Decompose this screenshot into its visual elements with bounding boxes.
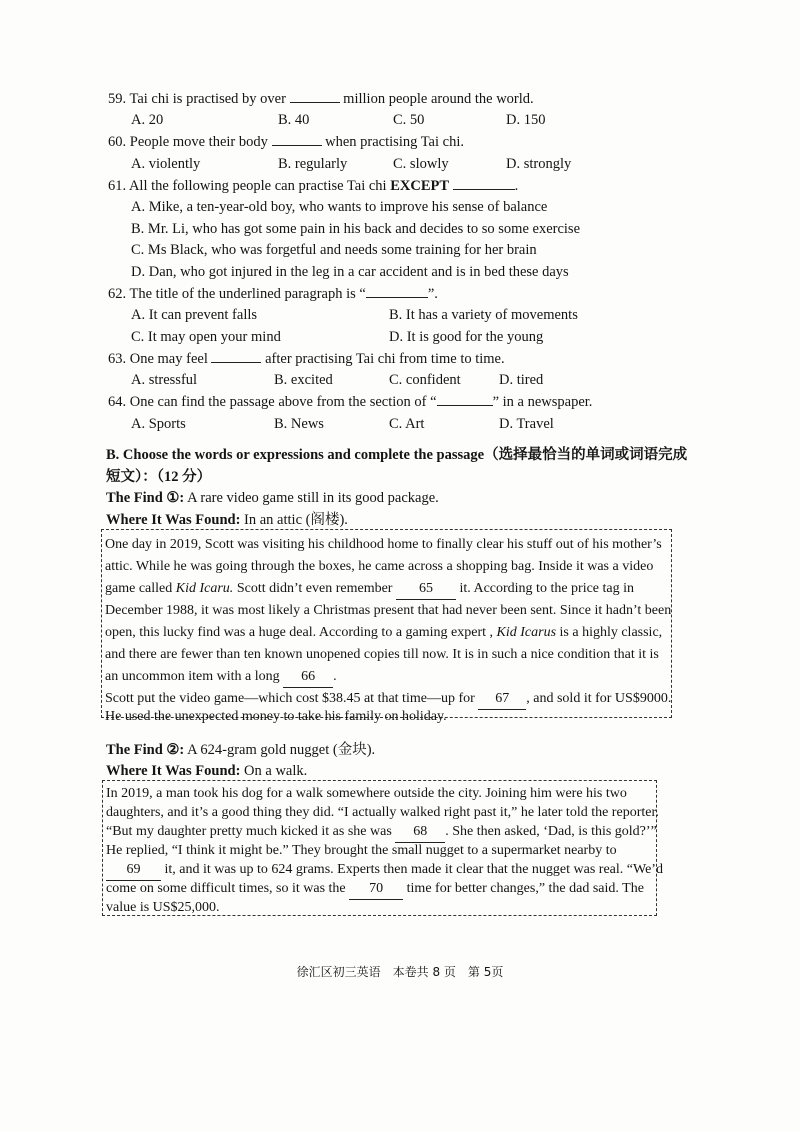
passage-line: and there are fewer than ten known unopened copies till now. It is in such a nice condition that it is: [105, 647, 659, 662]
passage-line: attic. While he was going through the boxes, he came across a shopping bag. Inside it was a video: [105, 559, 654, 574]
question-number: 59.: [108, 91, 127, 107]
option-a[interactable]: A. 20: [131, 112, 164, 128]
passage-line: [105, 622, 662, 643]
find2-where: [106, 762, 307, 780]
passage-line: One day in 2019, Scott was visiting his childhood home to finally clear his stuff out of his mother’s: [105, 537, 662, 552]
text-run: .: [333, 669, 337, 684]
where-label: Where It Was Found:: [106, 763, 241, 779]
find1-header: [106, 489, 439, 507]
blank-70[interactable]: 70: [349, 878, 403, 900]
option-b[interactable]: B. News: [274, 416, 324, 432]
find2-header: [106, 741, 375, 759]
option-d[interactable]: D. Dan, who got injured in the leg in a car accident and is in bed these days: [131, 264, 569, 280]
option-b[interactable]: B. It has a variety of movements: [389, 307, 578, 323]
question-text: People move their body: [129, 134, 268, 150]
question-64: [108, 393, 592, 411]
option-c[interactable]: C. slowly: [393, 156, 449, 172]
passage-line: December 1988, it was most likely a Christmas present that had never been sent. Since it hadn’t been: [105, 603, 672, 618]
option-c[interactable]: C. Art: [389, 416, 425, 432]
answer-blank: [437, 405, 493, 406]
question-number: 60.: [108, 134, 127, 150]
where-label: Where It Was Found:: [106, 512, 241, 528]
page-footer: 徐汇区初三英语 本卷共 8 页 第 5页: [296, 965, 504, 979]
text-run: Scott put the video game—which cost $38.45 at that time—up for: [105, 691, 475, 706]
text-run: game called: [105, 581, 173, 596]
question-number: 64.: [108, 394, 127, 410]
question-text: when practising Tai chi.: [325, 134, 464, 150]
answer-blank: [272, 145, 322, 146]
option-d[interactable]: D. strongly: [506, 156, 572, 172]
passage-line: He used the unexpected money to take his family on holiday.: [105, 709, 447, 724]
where-text: In an attic (阁楼).: [244, 512, 348, 528]
question-text: One may feel: [129, 351, 208, 367]
option-d[interactable]: D. It is good for the young: [389, 329, 544, 345]
option-d[interactable]: D. tired: [499, 372, 544, 388]
question-60: [108, 133, 464, 151]
option-b[interactable]: B. regularly: [278, 156, 348, 172]
text-run: an uncommon item with a long: [105, 669, 280, 684]
section-heading-score: 短文）：（12 分）: [106, 469, 212, 485]
blank-69[interactable]: 69: [106, 859, 161, 881]
find-description: A 624-gram gold nugget (金块).: [187, 742, 376, 758]
passage-line: [105, 578, 634, 600]
passage-line: value is US$25,000.: [106, 900, 220, 915]
question-61: [108, 177, 518, 195]
answer-blank: [211, 362, 261, 363]
option-d[interactable]: D. 150: [506, 112, 546, 128]
question-number: 61.: [108, 178, 127, 194]
find1-where: [106, 511, 348, 529]
option-b[interactable]: B. excited: [274, 372, 333, 388]
blank-68[interactable]: 68: [395, 821, 445, 843]
question-62: [108, 285, 438, 303]
text-run: time for better changes,” the dad said. The: [406, 881, 644, 896]
game-title: Kid Icarus: [496, 625, 557, 640]
question-text: .: [514, 178, 519, 194]
passage-line: [105, 666, 337, 688]
blank-67[interactable]: 67: [478, 688, 526, 710]
answer-blank: [453, 189, 515, 190]
option-a[interactable]: A. It can prevent falls: [131, 307, 258, 323]
where-text: On a walk.: [244, 763, 308, 779]
text-run: Scott didn’t even remember: [236, 581, 393, 596]
find-description: A rare video game still in its good package.: [187, 490, 439, 506]
text-run: open, this lucky find was a huge deal. According to a gaming expert ,: [105, 625, 494, 640]
passage-box-1: [101, 529, 672, 724]
answer-blank: [366, 297, 428, 298]
text-run: come on some difficult times, so it was the: [106, 881, 346, 896]
text-run: it, and it was up to 624 grams. Experts then made it clear that the nugget was real. “We’d: [164, 862, 663, 877]
emphasis-text: EXCEPT: [390, 178, 450, 194]
option-b[interactable]: B. 40: [278, 112, 310, 128]
question-text: million people around the world.: [343, 91, 534, 107]
blank-66[interactable]: 66: [283, 666, 333, 688]
text-run: , and sold it for US$9000.: [526, 691, 672, 706]
question-63: [108, 350, 505, 368]
text-run: is a highly classic,: [559, 625, 663, 640]
question-text: after practising Tai chi from time to time.: [265, 351, 505, 367]
question-text: All the following people can practise Tai chi: [128, 178, 387, 194]
passage-line: daughters, and it’s a good thing they did. “I actually walked right past it,” he later told the reporter.: [106, 805, 659, 820]
passage-line: In 2019, a man took his dog for a walk somewhere outside the city. Joining him were his two: [106, 786, 627, 801]
question-text: ” in a newspaper.: [492, 394, 593, 410]
question-59: [108, 90, 534, 108]
answer-blank: [290, 102, 340, 103]
find-label: The Find ①:: [106, 490, 185, 506]
blank-65[interactable]: 65: [396, 578, 456, 600]
option-c[interactable]: C. 50: [393, 112, 425, 128]
question-text: The title of the underlined paragraph is “: [129, 286, 366, 302]
passage-box-2: [102, 780, 663, 916]
option-a[interactable]: A. violently: [131, 156, 201, 172]
option-b[interactable]: B. Mr. Li, who has got some pain in his back and decides to so some exercise: [131, 221, 581, 237]
section-heading: B. Choose the words or expressions and complete the passage（选择最恰当的单词或词语完成: [106, 447, 688, 463]
option-c[interactable]: C. It may open your mind: [131, 329, 281, 345]
question-text: ”.: [427, 286, 438, 302]
text-run: it. According to the price tag in: [459, 581, 635, 596]
option-a[interactable]: A. Sports: [131, 416, 186, 432]
question-number: 62.: [108, 286, 127, 302]
question-number: 63.: [108, 351, 127, 367]
text-run: “But my daughter pretty much kicked it as she was: [106, 824, 392, 839]
option-c[interactable]: C. confident: [389, 372, 461, 388]
game-title: Kid Icaru.: [175, 581, 234, 596]
text-run: . She then asked, ‘Dad, is this gold?’”: [445, 824, 657, 839]
option-a[interactable]: A. stressful: [131, 372, 198, 388]
option-c[interactable]: C. Ms Black, who was forgetful and needs some training for her brain: [131, 242, 537, 258]
passage-line: He replied, “I think it might be.” They brought the small nugget to a supermarket nearby to: [106, 843, 617, 858]
option-a[interactable]: A. Mike, a ten-year-old boy, who wants to improve his sense of balance: [131, 199, 548, 215]
find-label: The Find ②:: [106, 742, 185, 758]
question-text: One can find the passage above from the section of “: [129, 394, 437, 410]
question-text: Tai chi is practised by over: [129, 91, 286, 107]
option-d[interactable]: D. Travel: [499, 416, 554, 432]
